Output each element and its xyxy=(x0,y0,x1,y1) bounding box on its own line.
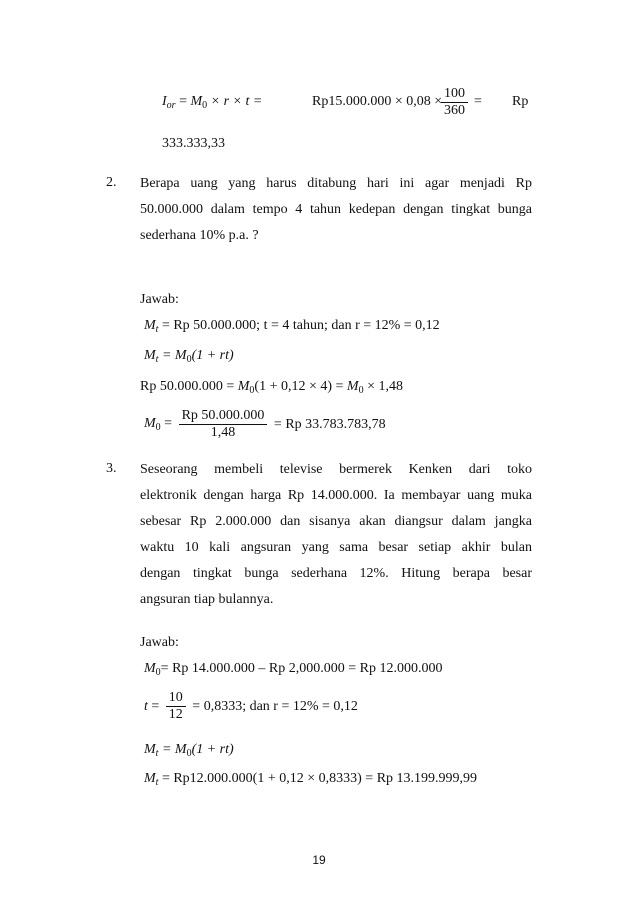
problem-3-number: 3. xyxy=(106,461,117,476)
problem-2-number: 2. xyxy=(106,175,117,190)
top-formula-result: 333.333,33 xyxy=(162,136,225,151)
page-number: 19 xyxy=(312,853,326,867)
problem-2-formula: $M_t = M_0(1 + rt)$ xyxy=(144,348,234,365)
problem-3-text: Seseorang membeli televise bermerek Kenken dari toko elektronik dengan harga Rp 14.000.000. Ia membayar uang muka sebesar Rp 2.000.000 dan sisanya akan diangsur dalam jangka waktu 10 kali angsuran yang sama besar setiap akhir bulan dengan tingkat bunga sederhana 12%. Hitung berapa besar angsuran tiap bulannya. xyxy=(140,462,532,607)
problem-3-t: t = $\frac{10}{12}$ = 0,8333; dan r = 12% = 0,12 xyxy=(144,690,358,722)
problem-2-jawab: Jawab: xyxy=(140,292,179,307)
problem-2-given: $M_t = Rp$ 50.000.000; t = 4 tahun; dan r = 12% = 0,12 xyxy=(144,318,440,335)
top-formula-mid: Rp15.000.000 × 0,08 × xyxy=(312,94,443,109)
top-formula-rp: Rp xyxy=(512,94,529,109)
problem-2-step1: Rp $50.000.000 = M_0(1 + 0,12 \times 4) = M_0 \times 1,48$ xyxy=(140,379,403,396)
top-formula-lhs: $I_{or} = M_0 \times r \times t$ = xyxy=(162,94,263,111)
problem-3-jawab: Jawab: xyxy=(140,635,179,650)
problem-3-m0: $M_0= Rp$ 14.000.000 – Rp 2,000.000 = Rp 12.000.000 xyxy=(144,661,443,678)
top-formula-fraction: $\frac{100}{360}$ xyxy=(438,86,471,119)
problem-3-formula: $M_t = M_0(1 + rt)$ xyxy=(144,742,234,759)
problem-2-text: Berapa uang yang harus ditabung hari ini agar menjadi Rp 50.000.000 dalam tempo 4 tahun kedepan dengan tingkat bunga sederhana 10% p.a. ? xyxy=(140,176,532,243)
top-formula-eq: = xyxy=(474,94,482,109)
problem-2-result: $M_0$ = $\frac{Rp 50.000.000}{1,48}$ = Rp 33.783.783,78 xyxy=(144,408,386,440)
problem-3-final: $M_t = Rp12.000.000(1 + 0,12 \times 0,8333) = Rp$ 13.199.999,99 xyxy=(144,771,478,788)
